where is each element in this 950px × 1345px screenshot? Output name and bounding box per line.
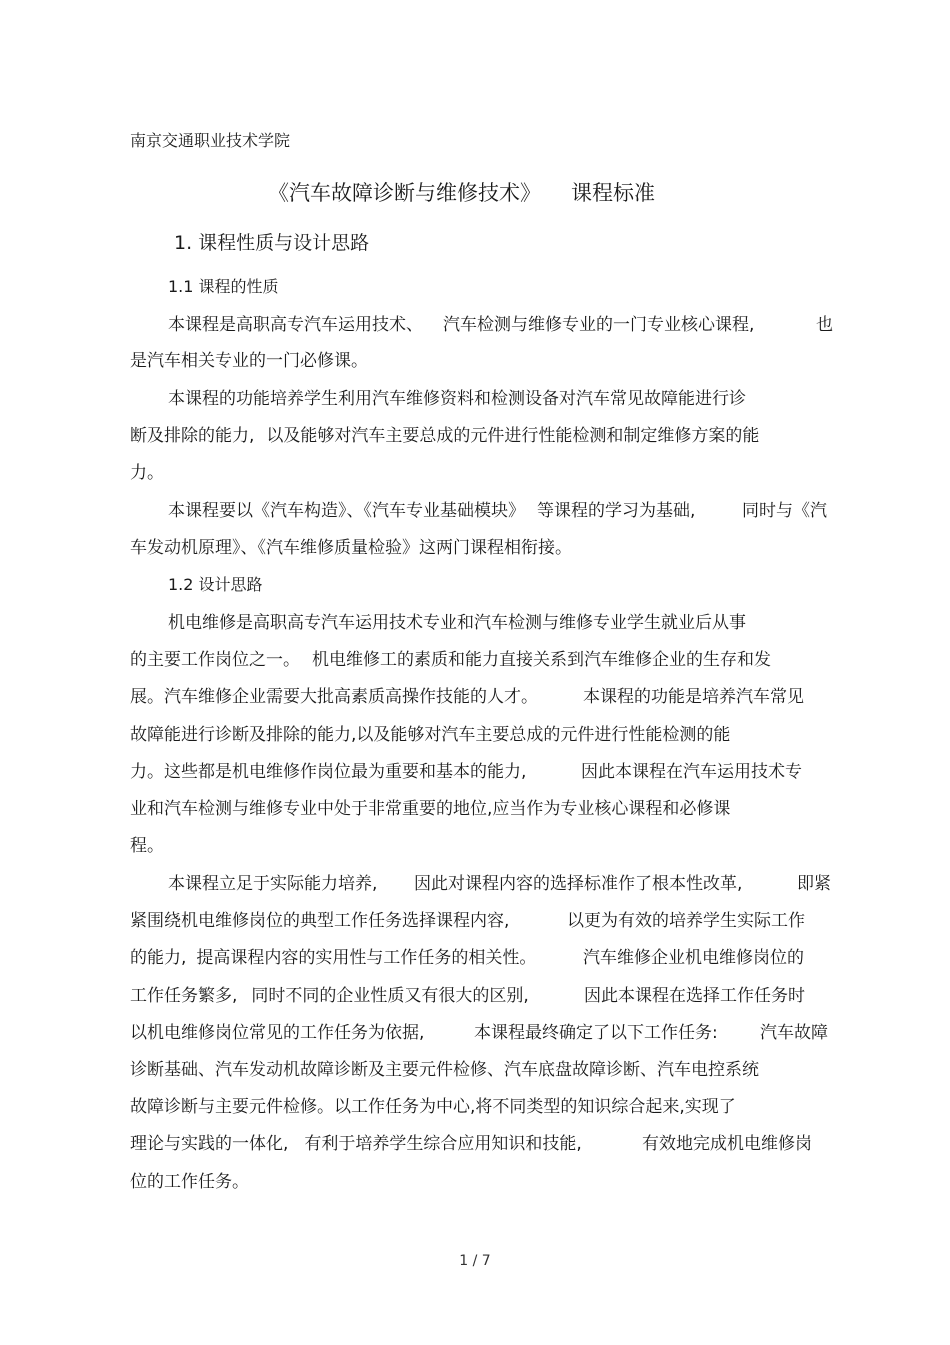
paragraph-line: 工作任务繁多, 同时不同的企业性质又有很大的区别, <box>130 986 529 1006</box>
paragraph-line: 的能力, 提高课程内容的实用性与工作任务的相关性。 <box>130 948 537 968</box>
subsection-heading-1-1: 1.1 课程的性质 <box>168 277 279 296</box>
document-title <box>268 180 655 206</box>
paragraph-line: 本课程的功能是培养汽车常见 <box>583 687 804 707</box>
paragraph-line: 的主要工作岗位之一。 机电维修工的素质和能力直接关系到汽车维修企业的生存和发 <box>130 650 771 670</box>
paragraph-line: 展。汽车维修企业需要大批高素质高操作技能的人才。 <box>130 687 538 707</box>
paragraph-line: 诊断基础、汽车发动机故障诊断及主要元件检修、汽车底盘故障诊断、汽车电控系统 <box>130 1060 759 1080</box>
paragraph-line: 紧围绕机电维修岗位的典型工作任务选择课程内容, <box>130 911 510 931</box>
section-heading-1: 1. 课程性质与设计思路 <box>174 232 370 254</box>
paragraph-line: 同时与《汽 <box>742 501 827 521</box>
paragraph-line: 力。这些都是机电维修作岗位最为重要和基本的能力, <box>130 762 527 782</box>
paragraph-line: 汽车维修企业机电维修岗位的 <box>583 948 804 968</box>
paragraph-line: 车发动机原理》、《汽车维修质量检验》这两门课程相衔接。 <box>130 538 572 558</box>
paragraph-line: 故障诊断与主要元件检修。以工作任务为中心,将不同类型的知识综合起来,实现了 <box>130 1097 736 1117</box>
paragraph-line: 本课程要以《汽车构造》、《汽车专业基础模块》 等课程的学习为基础, <box>168 501 696 521</box>
paragraph-line: 业和汽车检测与维修专业中处于非常重要的地位,应当作为专业核心课程和必修课 <box>130 799 731 819</box>
paragraph-line: 因此对课程内容的选择标准作了根本性改革, <box>414 874 743 894</box>
paragraph-line: 位的工作任务。 <box>130 1172 249 1192</box>
paragraph-line: 故障能进行诊断及排除的能力,以及能够对汽车主要总成的元件进行性能检测的能 <box>130 725 731 745</box>
paragraph-line: 因此本课程在选择工作任务时 <box>584 986 805 1006</box>
paragraph-line: 机电维修是高职高专汽车运用技术专业和汽车检测与维修专业学生就业后从事 <box>168 613 746 633</box>
paragraph-line: 以更为有效的培养学生实际工作 <box>567 911 805 931</box>
paragraph-line: 因此本课程在汽车运用技术专 <box>581 762 802 782</box>
paragraph-line: 本课程立足于实际能力培养, <box>168 874 378 894</box>
paragraph-line: 力。 <box>130 463 164 483</box>
paragraph-line: 本课程的功能培养学生利用汽车维修资料和检测设备对汽车常见故障能进行诊 <box>168 389 746 409</box>
paragraph-line: 本课程最终确定了以下工作任务: <box>474 1023 718 1043</box>
page-indicator: 1 / 7 <box>459 1253 491 1269</box>
paragraph-line: 以机电维修岗位常见的工作任务为依据, <box>130 1023 425 1043</box>
paragraph-line: 即紧 <box>797 874 831 894</box>
school-name: 南京交通职业技术学院 <box>130 131 291 150</box>
subsection-heading-1-2: 1.2 设计思路 <box>168 575 263 594</box>
paragraph-line: 汽车故障 <box>760 1023 828 1043</box>
title-main: 《汽车故障诊断与维修技术》 <box>268 181 541 205</box>
title-suffix: 课程标准 <box>571 181 655 205</box>
paragraph-line: 是汽车相关专业的一门必修课。 <box>130 351 368 371</box>
paragraph-line: 也 <box>816 315 833 335</box>
paragraph-line: 本课程是高职高专汽车运用技术、 汽车检测与维修专业的一门专业核心课程, <box>168 315 755 335</box>
paragraph-line: 理论与实践的一体化, 有利于培养学生综合应用知识和技能, <box>130 1134 582 1154</box>
paragraph-line: 断及排除的能力, 以及能够对汽车主要总成的元件进行性能检测和制定维修方案的能 <box>130 426 760 446</box>
paragraph-line: 程。 <box>130 836 164 856</box>
paragraph-line: 有效地完成机电维修岗 <box>642 1134 812 1154</box>
